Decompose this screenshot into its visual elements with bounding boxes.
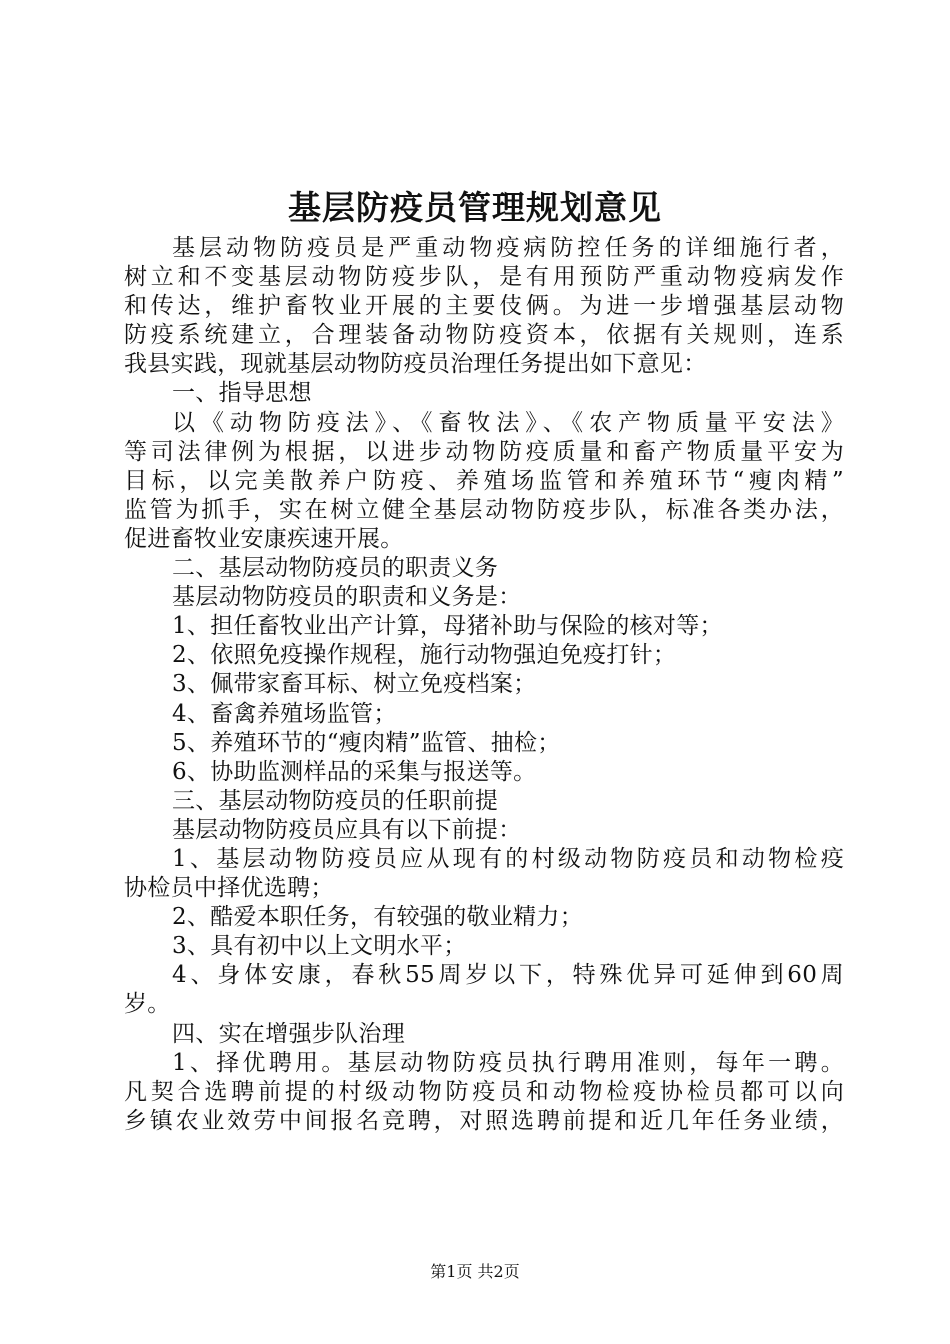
body-line: 3、佩带家畜耳标、树立免疫档案； bbox=[172, 671, 537, 698]
document-title: 基层防疫员管理规划意见 bbox=[288, 188, 662, 227]
body-line: 基层动物防疫员是严重动物疫病防控任务的详细施行者， bbox=[172, 235, 844, 261]
body-line: 1、择优聘用。基层动物防疫员执行聘用准则，每年一聘。 bbox=[172, 1049, 844, 1076]
body-line: 二、基层动物防疫员的职责义务 bbox=[172, 555, 499, 582]
body-line: 目标，以完美散养户防疫、养殖场监管和养殖环节“瘦肉精” bbox=[124, 467, 844, 494]
body-line: 监管为抓手，实在树立健全基层动物防疫步队，标准各类办法， bbox=[124, 496, 844, 523]
body-line: 岁。 bbox=[124, 991, 171, 1018]
page-footer: 第1页 共2页 bbox=[430, 1262, 520, 1281]
body-line: 4、畜禽养殖场监管； bbox=[172, 700, 397, 727]
body-line: 基层动物防疫员应具有以下前提： bbox=[172, 816, 522, 843]
body-line: 四、实在增强步队治理 bbox=[172, 1020, 405, 1047]
body-line: 4、身体安康，春秋55周岁以下，特殊优异可延伸到60周 bbox=[172, 962, 844, 989]
body-line: 5、养殖环节的“瘦肉精”监管、抽检； bbox=[172, 729, 561, 756]
body-line: 和传达，维护畜牧业开展的主要伎俩。为进一步增强基层动物 bbox=[124, 293, 844, 320]
body-line: 3、具有初中以上文明水平； bbox=[172, 933, 467, 960]
body-line: 促进畜牧业安康疾速开展。 bbox=[124, 525, 404, 552]
body-line: 基层动物防疫员的职责和义务是： bbox=[172, 584, 522, 611]
body-line: 等司法律例为根据，以进步动物防疫质量和畜产物质量平安为 bbox=[124, 438, 844, 465]
body-line: 1、基层动物防疫员应从现有的村级动物防疫员和动物检疫 bbox=[172, 845, 844, 872]
body-line: 协检员中择优选聘； bbox=[124, 875, 334, 902]
body-line: 2、依照免疫操作规程，施行动物强迫免疫打针； bbox=[172, 642, 677, 669]
document-body bbox=[124, 234, 844, 1136]
body-line: 树立和不变基层动物防疫步队，是有用预防严重动物疫病发作 bbox=[124, 264, 844, 291]
body-line: 三、基层动物防疫员的任职前提 bbox=[172, 787, 499, 814]
body-line: 防疫系统建立，合理装备动物防疫资本，依据有关规则，连系 bbox=[124, 322, 844, 349]
body-line: 乡镇农业效劳中间报名竞聘，对照选聘前提和近几年任务业绩， bbox=[124, 1107, 844, 1134]
body-line: 一、指导思想 bbox=[172, 380, 312, 407]
body-line: 凡契合选聘前提的村级动物防疫员和动物检疫协检员都可以向 bbox=[124, 1078, 844, 1105]
body-line: 以《动物防疫法》、《畜牧法》、《农产物质量平安法》 bbox=[172, 409, 844, 436]
body-line: 1、担任畜牧业出产计算，母猪补助与保险的核对等； bbox=[172, 613, 723, 640]
body-line: 我县实践，现就基层动物防疫员治理任务提出如下意见： bbox=[124, 351, 707, 378]
body-line: 6、协助监测样品的采集与报送等。 bbox=[172, 758, 537, 785]
body-line: 2、酷爱本职任务，有较强的敬业精力； bbox=[172, 904, 584, 931]
